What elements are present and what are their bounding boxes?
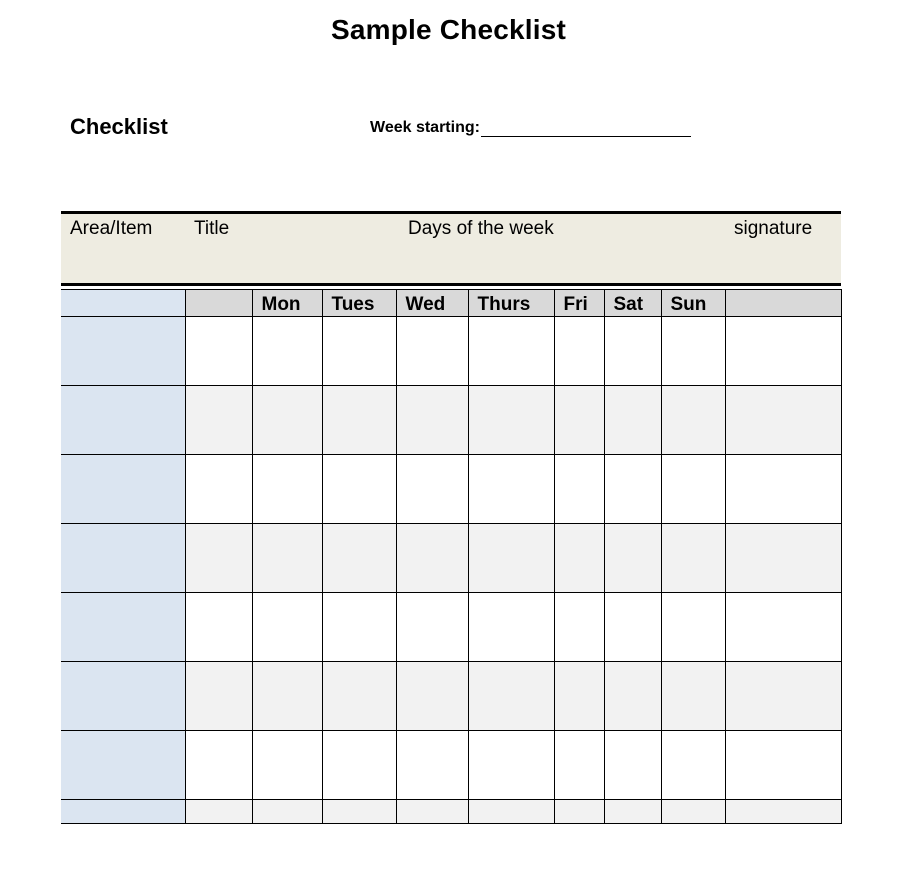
day-cell-wed[interactable] [396, 731, 468, 800]
day-cell-mon[interactable] [252, 317, 322, 386]
day-cell-tues[interactable] [322, 731, 396, 800]
day-cell-mon[interactable] [252, 593, 322, 662]
day-label-sun: Sun [670, 294, 707, 315]
document-title: Sample Checklist [330, 14, 567, 45]
week-starting-label: Week starting: [370, 119, 480, 136]
day-cell-wed[interactable] [396, 455, 468, 524]
day-cell-sat[interactable] [604, 386, 661, 455]
day-cell-sat[interactable] [604, 731, 661, 800]
checklist-subtitle: Checklist [70, 114, 168, 139]
day-cell-sun[interactable] [661, 455, 725, 524]
day-header-mon [252, 290, 322, 317]
day-cell-tues[interactable] [322, 524, 396, 593]
day-cell-mon[interactable] [252, 524, 322, 593]
day-cell-sat[interactable] [604, 455, 661, 524]
day-label-wed: Wed [405, 294, 446, 315]
title-cell[interactable] [185, 731, 252, 800]
day-cell-mon[interactable] [252, 455, 322, 524]
day-header-wed [396, 290, 468, 317]
day-label-fri: Fri [563, 294, 588, 315]
header-days-of-week: Days of the week [408, 218, 554, 239]
day-cell-thurs[interactable] [468, 731, 554, 800]
day-cell-tues[interactable] [322, 593, 396, 662]
day-cell-sun[interactable] [661, 386, 725, 455]
day-label-thurs: Thurs [477, 294, 531, 315]
day-cell-sat[interactable] [604, 800, 661, 824]
title-cell[interactable] [185, 386, 252, 455]
day-label-sat: Sat [613, 294, 644, 315]
area-item-cell[interactable] [61, 731, 185, 800]
day-cell-fri[interactable] [554, 524, 604, 593]
day-cell-mon[interactable] [252, 386, 322, 455]
title-cell[interactable] [185, 290, 252, 317]
day-cell-fri[interactable] [554, 593, 604, 662]
day-cell-sun[interactable] [661, 524, 725, 593]
area-cell[interactable] [61, 290, 185, 317]
day-cell-sun[interactable] [661, 593, 725, 662]
area-item-cell[interactable] [61, 386, 185, 455]
signature-cell[interactable] [725, 317, 841, 386]
checklist-row [61, 662, 841, 731]
header-signature: signature [734, 218, 813, 239]
day-header-tues [322, 290, 396, 317]
checklist-row [61, 731, 841, 800]
day-cell-wed[interactable] [396, 317, 468, 386]
day-header-sun [661, 290, 725, 317]
day-cell-thurs[interactable] [468, 386, 554, 455]
day-cell-mon[interactable] [252, 800, 322, 824]
area-item-cell[interactable] [61, 800, 185, 824]
signature-cell[interactable] [725, 386, 841, 455]
day-cell-sat[interactable] [604, 662, 661, 731]
day-cell-tues[interactable] [322, 317, 396, 386]
title-cell[interactable] [185, 593, 252, 662]
day-cell-fri[interactable] [554, 731, 604, 800]
day-cell-sun[interactable] [661, 662, 725, 731]
area-item-cell[interactable] [61, 455, 185, 524]
day-cell-sun[interactable] [661, 317, 725, 386]
day-cell-wed[interactable] [396, 662, 468, 731]
day-header-sat [604, 290, 661, 317]
day-cell-wed[interactable] [396, 800, 468, 824]
day-cell-tues[interactable] [322, 386, 396, 455]
area-item-cell[interactable] [61, 593, 185, 662]
day-cell-wed[interactable] [396, 593, 468, 662]
day-header-row [61, 290, 841, 317]
day-cell-thurs[interactable] [468, 524, 554, 593]
day-cell-thurs[interactable] [468, 800, 554, 824]
area-item-cell[interactable] [61, 524, 185, 593]
day-label-mon: Mon [261, 294, 301, 315]
checklist-row [61, 593, 841, 662]
checklist-row [61, 800, 841, 824]
title-cell[interactable] [185, 524, 252, 593]
signature-header-cell[interactable] [725, 290, 841, 317]
signature-cell[interactable] [725, 455, 841, 524]
day-cell-mon[interactable] [252, 731, 322, 800]
day-cell-fri[interactable] [554, 800, 604, 824]
title-cell[interactable] [185, 317, 252, 386]
week-starting-blank-line[interactable] [481, 120, 691, 137]
day-cell-tues[interactable] [322, 662, 396, 731]
day-cell-tues[interactable] [322, 455, 396, 524]
checklist-row [61, 455, 841, 524]
title-cell[interactable] [185, 800, 252, 824]
title-cell[interactable] [185, 662, 252, 731]
day-cell-wed[interactable] [396, 524, 468, 593]
checklist-table [61, 289, 842, 824]
day-header-thurs [468, 290, 554, 317]
header-title: Title [194, 218, 230, 239]
day-cell-thurs[interactable] [468, 593, 554, 662]
signature-cell[interactable] [725, 524, 841, 593]
day-cell-fri[interactable] [554, 386, 604, 455]
signature-cell[interactable] [725, 800, 841, 824]
day-label-tues: Tues [331, 294, 375, 315]
signature-cell[interactable] [725, 593, 841, 662]
area-item-cell[interactable] [61, 317, 185, 386]
signature-cell[interactable] [725, 731, 841, 800]
day-cell-sat[interactable] [604, 593, 661, 662]
day-header-fri [554, 290, 604, 317]
header-area-item: Area/Item [70, 218, 153, 239]
day-cell-sun[interactable] [661, 800, 725, 824]
checklist-row [61, 386, 841, 455]
day-cell-fri[interactable] [554, 317, 604, 386]
day-cell-sat[interactable] [604, 524, 661, 593]
signature-cell[interactable] [725, 662, 841, 731]
day-cell-fri[interactable] [554, 455, 604, 524]
week-starting-field [370, 119, 691, 137]
day-cell-thurs[interactable] [468, 662, 554, 731]
day-cell-sat[interactable] [604, 317, 661, 386]
day-cell-mon[interactable] [252, 662, 322, 731]
day-cell-fri[interactable] [554, 662, 604, 731]
day-cell-thurs[interactable] [468, 317, 554, 386]
day-cell-thurs[interactable] [468, 455, 554, 524]
day-cell-sun[interactable] [661, 731, 725, 800]
title-cell[interactable] [185, 455, 252, 524]
checklist-row [61, 317, 841, 386]
area-item-cell[interactable] [61, 662, 185, 731]
day-cell-wed[interactable] [396, 386, 468, 455]
checklist-row [61, 524, 841, 593]
day-cell-tues[interactable] [322, 800, 396, 824]
